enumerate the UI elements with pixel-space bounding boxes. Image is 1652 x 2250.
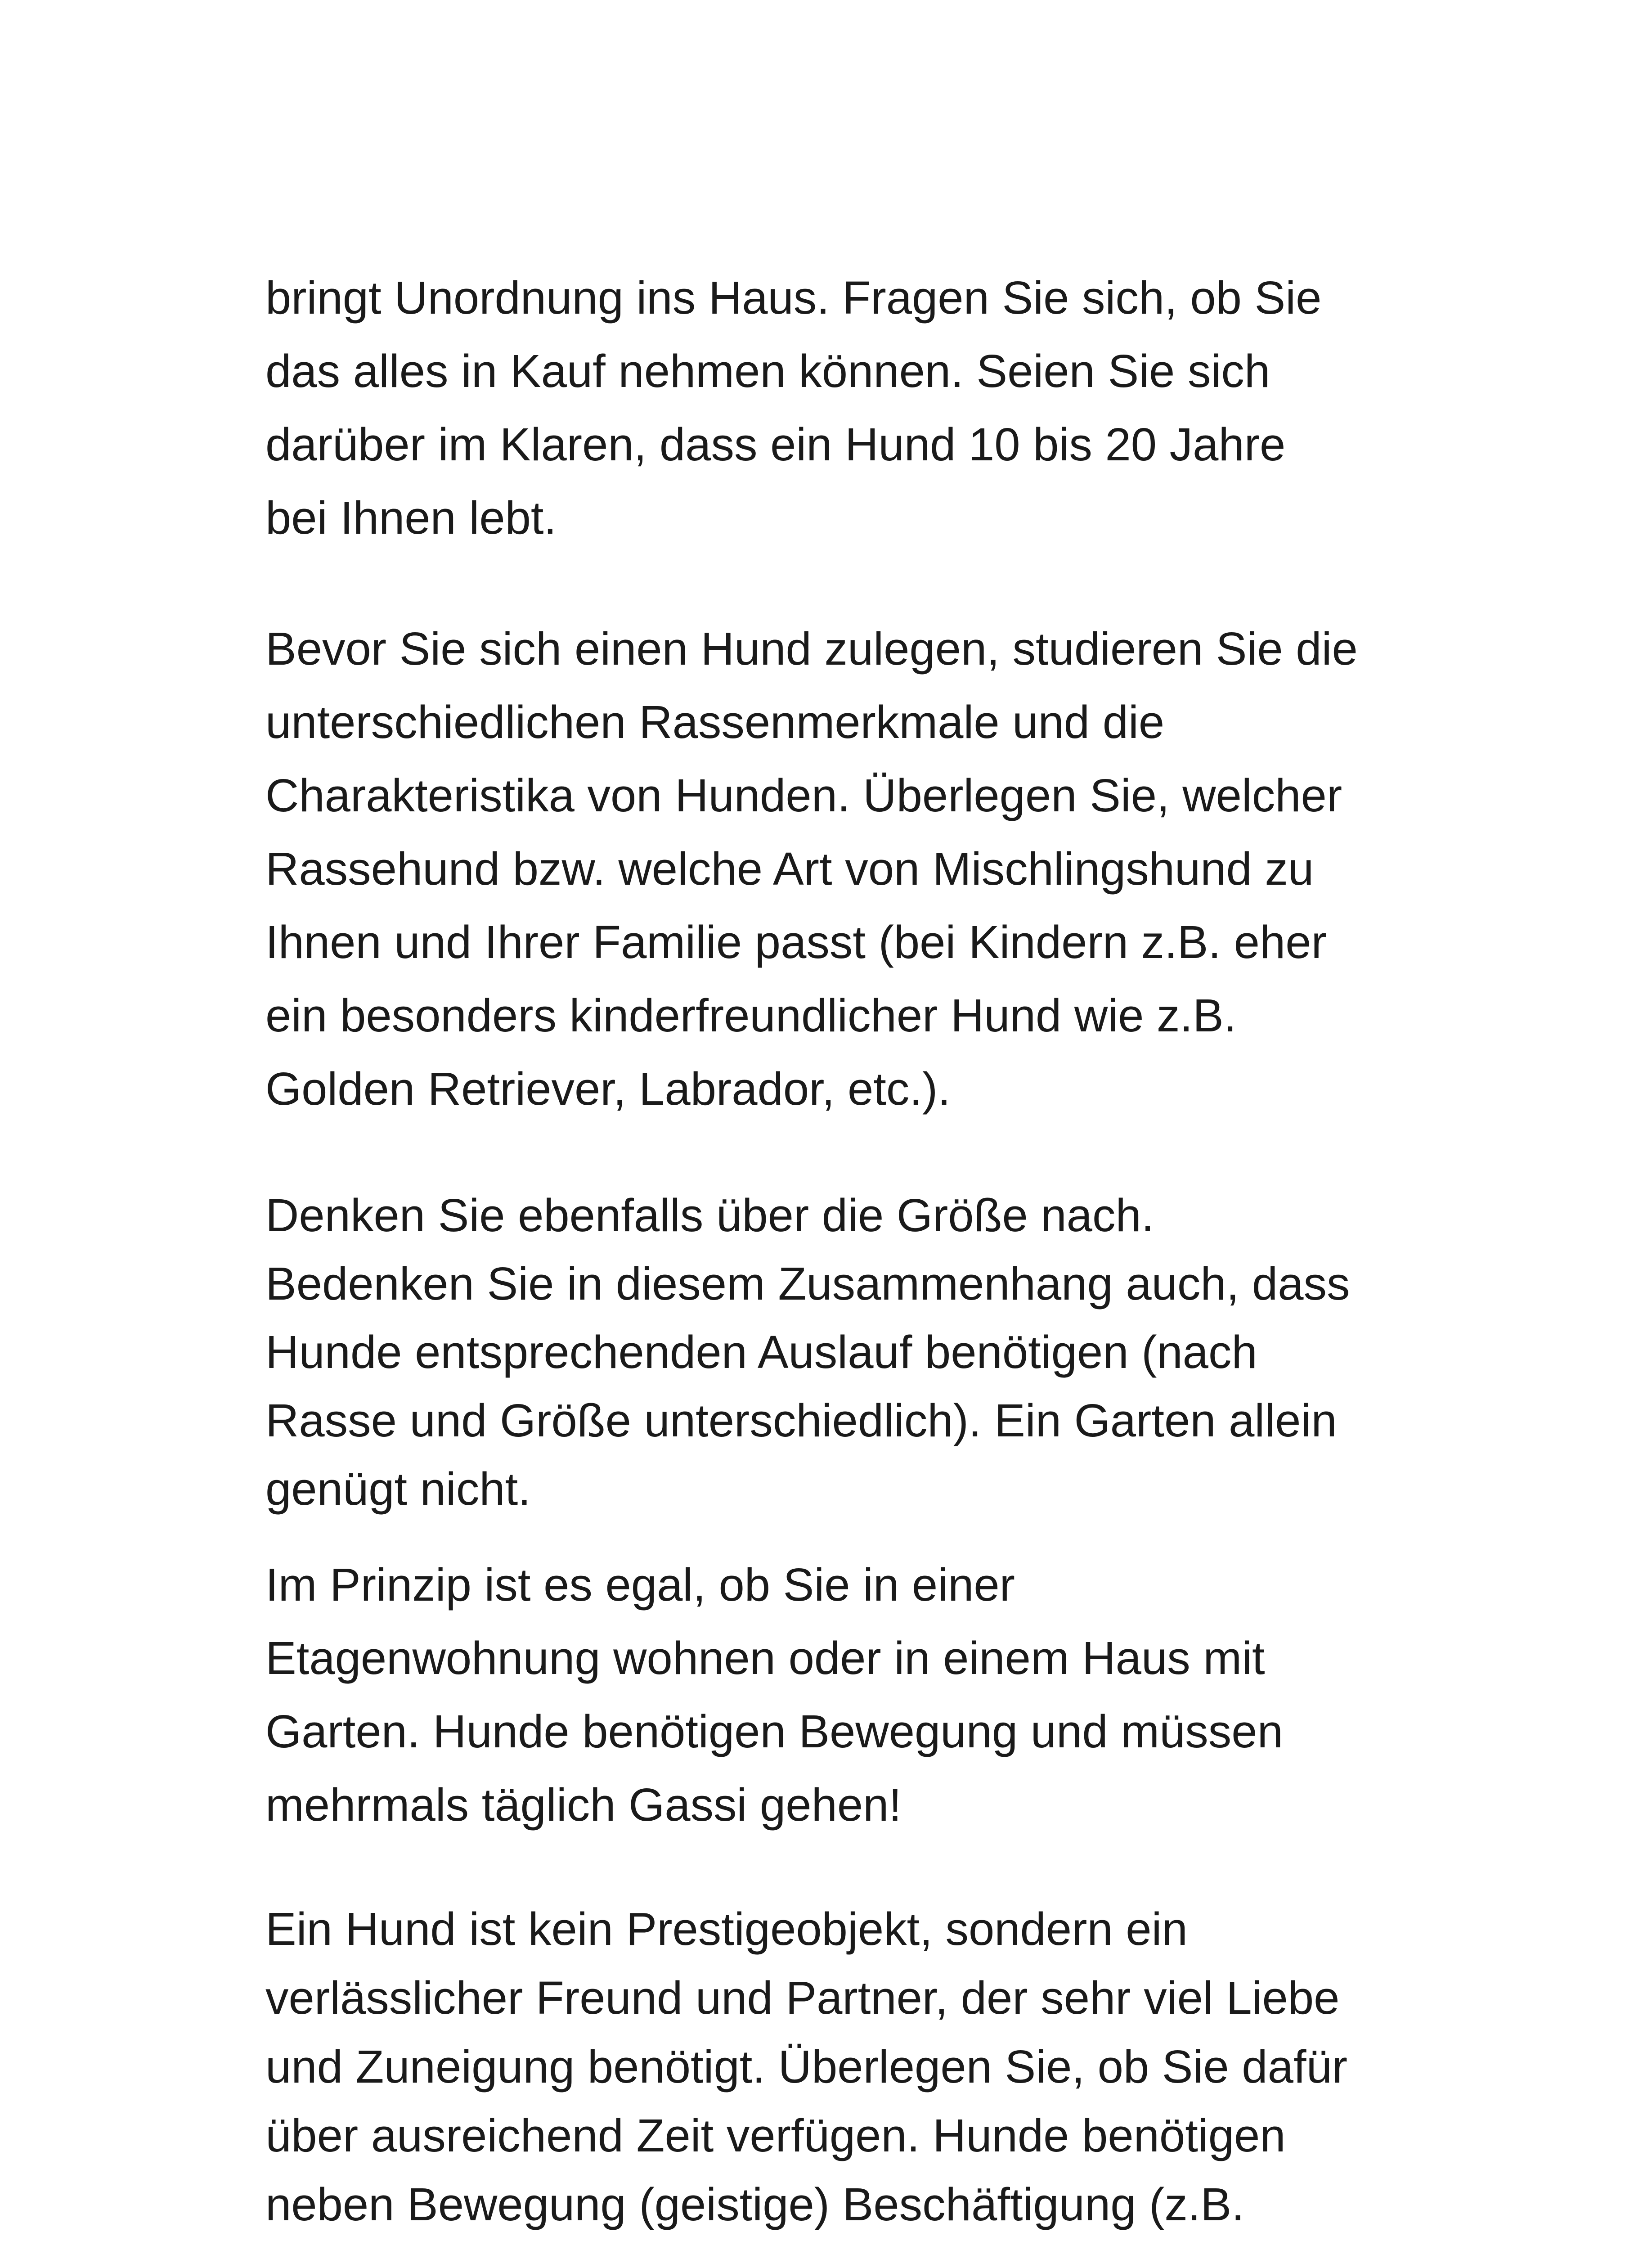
text-line: Im Prinzip ist es egal, ob Sie in einer [265,1559,1015,1611]
text-line: Bevor Sie sich einen Hund zulegen, studieren Sie die [265,623,1358,675]
text-line: Rassehund bzw. welche Art von Mischlingshund zu [265,843,1314,895]
text-line: Rasse und Größe unterschiedlich). Ein Garten allein [265,1395,1337,1446]
text-line: Ein Hund ist kein Prestigeobjekt, sondern ein [265,1903,1188,1955]
paragraph-4 [265,1548,1399,1841]
text-line: Denken Sie ebenfalls über die Größe nach. [265,1189,1154,1241]
paragraph-5 [265,1894,1399,2239]
text-line: verlässlicher Freund und Partner, der sehr viel Liebe [265,1972,1340,2024]
text-line: ein besonders kinderfreundlicher Hund wie z.B. [265,990,1237,1041]
text-line: Garten. Hunde benötigen Bewegung und müssen [265,1706,1283,1757]
text-line: das alles in Kauf nehmen können. Seien Sie sich [265,345,1270,397]
paragraph-2 [265,612,1399,1125]
text-line: darüber im Klaren, dass ein Hund 10 bis 20 Jahre [265,418,1286,470]
text-line: unterschiedlichen Rassenmerkmale und die [265,696,1165,748]
text-line: mehrmals täglich Gassi gehen! [265,1779,902,1831]
paragraph-1 [265,261,1399,554]
text-line: neben Bewegung (geistige) Beschäftigung (z.B. [265,2178,1244,2230]
text-line: Bedenken Sie in diesem Zusammenhang auch, dass [265,1258,1350,1310]
text-line: Hunde entsprechenden Auslauf benötigen (nach [265,1326,1257,1378]
text-line: Ihnen und Ihrer Familie passt (bei Kindern z.B. eher [265,916,1327,968]
text-line: Etagenwohnung wohnen oder in einem Haus mit [265,1632,1265,1684]
text-line: bei Ihnen lebt. [265,492,557,544]
text-line: über ausreichend Zeit verfügen. Hunde benötigen [265,2110,1286,2161]
paragraph-3 [265,1181,1399,1523]
text-line: genügt nicht. [265,1463,531,1515]
text-line: Golden Retriever, Labrador, etc.). [265,1063,951,1115]
text-line: bringt Unordnung ins Haus. Fragen Sie sich, ob Sie [265,272,1322,324]
text-line: Charakteristika von Hunden. Überlegen Sie, welcher [265,770,1342,821]
text-line: und Zuneigung benötigt. Überlegen Sie, ob Sie dafür [265,2041,1348,2092]
